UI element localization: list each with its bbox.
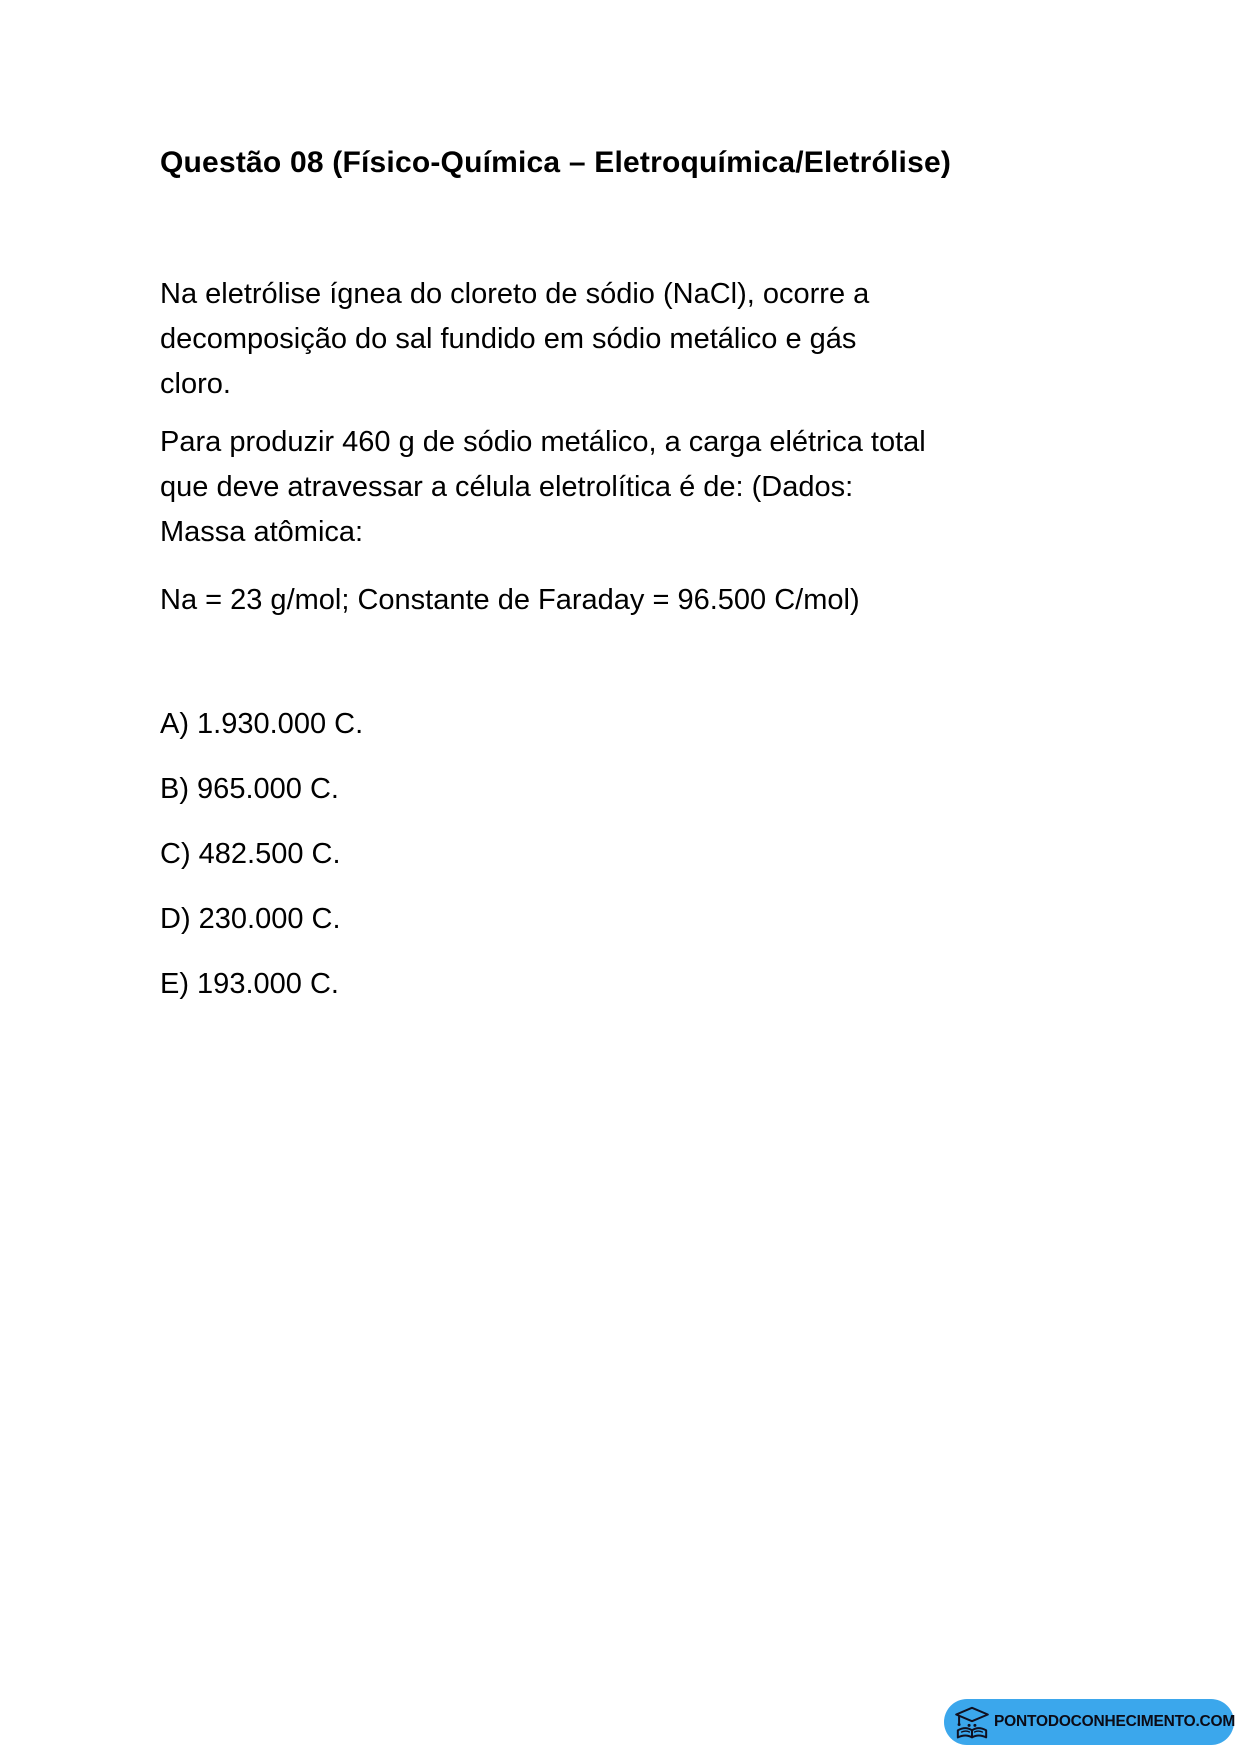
option-c: C) 482.500 C. [160, 838, 341, 870]
question-paragraph-1 [160, 272, 869, 407]
option-a: A) 1.930.000 C. [160, 708, 364, 740]
question-paragraph-2 [160, 420, 926, 555]
option-d: D) 230.000 C. [160, 903, 341, 935]
student-graduate-reading-book-icon [952, 1702, 992, 1742]
text-line: Na eletrólise ígnea do cloreto de sódio (NaCl), ocorre a [160, 278, 870, 310]
question-title: Questão 08 (Físico-Química – Eletroquímica/Eletrólise) [160, 146, 952, 179]
options-list [160, 708, 363, 1033]
text-line: que deve atravessar a célula eletrolítica é de: (Dados: [160, 471, 854, 503]
text-line: cloro. [160, 368, 231, 400]
site-badge[interactable] [944, 1699, 1234, 1745]
badge-label: PONTODOCONHECIMENTO.COM [994, 1713, 1236, 1730]
text-line: Na = 23 g/mol; Constante de Faraday = 96.500 C/mol) [160, 584, 860, 616]
text-line: Para produzir 460 g de sódio metálico, a carga elétrica total [160, 426, 926, 458]
text-line: Massa atômica: [160, 516, 364, 548]
option-b: B) 965.000 C. [160, 773, 339, 805]
option-e: E) 193.000 C. [160, 968, 339, 1000]
text-line: decomposição do sal fundido em sódio metálico e gás [160, 323, 857, 355]
question-data-line [160, 578, 860, 623]
